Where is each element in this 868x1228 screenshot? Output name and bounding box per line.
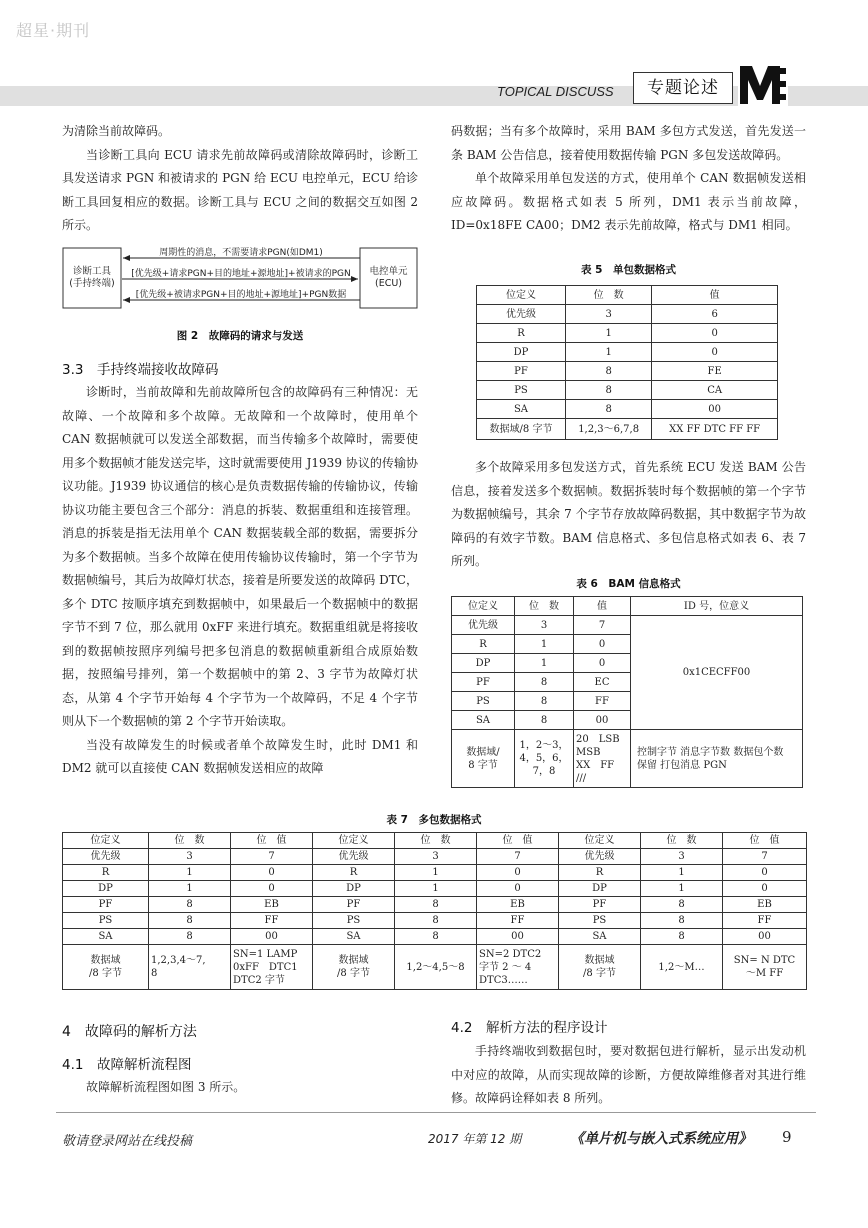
table-cell: 00 (723, 929, 807, 945)
cell-line: 4，5，6， (519, 753, 569, 764)
section-3-3-heading: 3.3 手持终端接收故障码 (62, 362, 219, 378)
box-label: 诊断工具 (72, 266, 111, 277)
topical-discuss-label: TOPICAL DISCUSS (497, 84, 614, 99)
table-cell (313, 945, 395, 990)
section-4-2-heading: 4.2 解析方法的程序设计 (451, 1020, 608, 1036)
table-5-caption: 表 5 单包数据格式 (581, 264, 676, 276)
right-paragraph-1: 码数据；当有多个故障时，采用 BAM 多包方式发送，首先发送一条 BAM 公告信息，接着使用数据传输 PGN 多包发送故障码。 (451, 124, 806, 162)
cell-line: /8 字节 (89, 968, 122, 979)
table-header: 位定义 (63, 833, 149, 849)
left-paragraph-3: 诊断时，当前故障和先前故障所包含的故障码有三种情况：无故障、一个故障和多个故障。无故障和一个故障时，使用单个 CAN 数据帧就可以发送全部数据，而当传输多个故障时，需要使用多个数据帧才能发送完毕，这时就需要使用 J1939 协议的传输协议功能。J1939 协议通信的核心是负责数据传输的传输协议，传输协议功能主要包含三个部分：消息的拆装、数据重组和连接管理。消息的拆装是指无法用单个 CAN 数据装载全部的数据，需要拆分为多个数据帧。当多个故障在使用传输协议传输时，第一个字节为数据帧编号，其后为故障灯状态，接着是所要发送的故障码 DTC，多个 DTC 按顺序填充到数据帧中，如果最后一个数据帧中的数据字节不到 7 位，那么就用 0xFF 来进行填充。数据重组就是将接收到的数据帧按照序列编号把多包消息的数据帧重新组合成原始数据，按照编号排列，第一个数据帧中的第 2、3 字节为故障灯状态，从第 4 个字节开始每 4 个字节为一个故障码，不足 4 个字节则从下一个数据帧的第 2 个字节开始读取。 (62, 385, 418, 728)
right-column-middle (451, 456, 806, 574)
table-cell: 8 (565, 400, 651, 419)
cell-line: 数据域 (584, 955, 615, 966)
table-7-caption: 表 7 多包数据格式 (386, 814, 482, 826)
table-cell: 00 (231, 929, 313, 945)
table-cell: 8 (149, 929, 231, 945)
cell-line: /8 字节 (583, 968, 616, 979)
table-cell: R (559, 865, 641, 881)
table-cell: 1,2,3～6,7,8 (565, 419, 651, 440)
cell-line: 8 字节 (468, 759, 498, 771)
arrow-label-1: 周期性的消息，不需要请求PGN(如DM1) (159, 248, 323, 258)
table-header: 值 (574, 597, 631, 616)
table-cell: PS (63, 913, 149, 929)
table-cell (515, 730, 574, 788)
section-4-1-body (62, 1076, 418, 1100)
table-cell: DP (313, 881, 395, 897)
table-cell-id: 0x1CECFF00 (631, 616, 803, 730)
table-header: 位定义 (313, 833, 395, 849)
left-column (62, 120, 418, 238)
table-cell (574, 730, 631, 788)
table-cell: EB (477, 897, 559, 913)
table-cell: SA (313, 929, 395, 945)
table-cell: R (313, 865, 395, 881)
table-cell: 3 (641, 849, 723, 865)
table-cell: 0 (477, 881, 559, 897)
table-cell: 8 (565, 362, 651, 381)
table-cell: 00 (477, 929, 559, 945)
cell-line: XX FF (576, 759, 615, 771)
cell-line: 数据域 (90, 955, 121, 966)
table-cell: PF (313, 897, 395, 913)
table-cell: FF (574, 692, 631, 711)
table-header: 位定义 (477, 286, 566, 305)
table-cell: SA (559, 929, 641, 945)
footer-submit-note: 敬请登录网站在线投稿 (62, 1134, 193, 1149)
watermark-logo: 超星·期刊 (16, 21, 91, 40)
table-6 (451, 596, 803, 788)
right-paragraph-2: 单个故障采用单包发送的方式，使用单个 CAN 数据帧发送相应故障码。数据格式如表 5 所列，DM1 表示当前故障，ID=0x18FE CA00；DM2 表示先前故障，格式与 DM1 相同。 (451, 171, 806, 232)
table-cell: 8 (149, 897, 231, 913)
table-cell: 3 (515, 616, 574, 635)
table-cell: 优先级 (559, 849, 641, 865)
table-cell: 1 (565, 343, 651, 362)
paragraph-4-1: 故障解析流程图如图 3 所示。 (86, 1080, 246, 1094)
box-label: (ECU) (374, 278, 402, 289)
table-cell: EB (231, 897, 313, 913)
cell-line: 1,2～4,5～8 (406, 961, 465, 973)
footer-issue: 2017 年第 12 期 (428, 1132, 522, 1146)
table-cell (559, 945, 641, 990)
table-cell: R (452, 635, 515, 654)
table-cell: 8 (395, 897, 477, 913)
table-header: 位 数 (395, 833, 477, 849)
table-cell: 8 (515, 711, 574, 730)
section-4-1-heading: 4.1 故障解析流程图 (62, 1057, 192, 1073)
cell-line: 8 (151, 968, 158, 979)
table-cell: PF (559, 897, 641, 913)
table-header: 值 (652, 286, 778, 305)
cell-line: MSB (576, 746, 601, 758)
table-cell: 8 (565, 381, 651, 400)
table-cell: 0 (574, 635, 631, 654)
footer-journal-name: 《单片机与嵌入式系统应用》 (570, 1131, 752, 1147)
table-cell: CA (652, 381, 778, 400)
box-label: (手持终端) (69, 278, 115, 289)
table-cell: FF (231, 913, 313, 929)
table-cell: 1 (515, 635, 574, 654)
table-cell: 3 (565, 305, 651, 324)
table-cell: 6 (652, 305, 778, 324)
table-cell: 8 (515, 673, 574, 692)
table-header: 位定义 (452, 597, 515, 616)
table-cell: 00 (652, 400, 778, 419)
table-cell: 1 (641, 865, 723, 881)
table-7 (62, 832, 807, 990)
cell-line: /8 字节 (337, 968, 370, 979)
cell-line: SN=1 LAMP (233, 948, 298, 960)
cell-line: 7，8 (532, 766, 556, 777)
cell-line: SN= N DTC (733, 955, 796, 966)
paragraph-4-2: 手持终端收到数据包时，要对数据包进行解析，显示出发动机中对应的故障，从而实现故障的诊断，方便故障维修者对其进行维修。故障码诠释如表 8 所列。 (451, 1044, 806, 1105)
table-cell: PS (313, 913, 395, 929)
table-cell: 8 (641, 929, 723, 945)
table-cell: 0 (477, 865, 559, 881)
table-cell: 8 (395, 913, 477, 929)
table-header: 位定义 (559, 833, 641, 849)
box-label: 电控单元 (369, 266, 408, 277)
table-cell: 优先级 (452, 616, 515, 635)
table-cell (63, 945, 149, 990)
table-5 (476, 285, 778, 440)
table-cell: 8 (395, 929, 477, 945)
left-paragraph-4: 当没有故障发生的时候或者单个故障发生时，此时 DM1 和 DM2 就可以直接使 CAN 数据帧发送相应的故障 (62, 737, 418, 775)
table-cell: 1 (515, 654, 574, 673)
table-cell: PF (452, 673, 515, 692)
cell-line: 控制字节 消息字节数 数据包个数 (637, 746, 784, 758)
cell-line: ～M FF (745, 968, 784, 979)
cell-line: DTC2 字节 (233, 974, 285, 986)
table-cell: 数据域/8 字节 (477, 419, 566, 440)
table-cell (641, 945, 723, 990)
table-cell: 0 (231, 865, 313, 881)
table-cell: 7 (574, 616, 631, 635)
table-cell: PS (452, 692, 515, 711)
table-cell: 8 (641, 897, 723, 913)
table-cell: PS (559, 913, 641, 929)
cell-line: 0xFF DTC1 (233, 961, 298, 973)
cell-line: SN=2 DTC2 (479, 948, 542, 960)
table-header: 位 值 (231, 833, 313, 849)
table-cell: 0 (574, 654, 631, 673)
table-cell (631, 730, 803, 788)
table-cell (149, 945, 231, 990)
arrow-label-2: [优先级+请求PGN+目的地址+源地址]+被请求的PGN (131, 269, 351, 279)
table-header: 位 数 (515, 597, 574, 616)
table-cell (231, 945, 313, 990)
table-cell: 00 (574, 711, 631, 730)
table-cell: EB (723, 897, 807, 913)
table-cell: 1 (395, 865, 477, 881)
table-cell: 8 (149, 913, 231, 929)
table-cell (723, 945, 807, 990)
table-header: 位 数 (641, 833, 723, 849)
table-cell: 0 (231, 881, 313, 897)
cell-line: /// (576, 772, 587, 784)
table-cell: SA (63, 929, 149, 945)
table-cell: R (63, 865, 149, 881)
table-cell (452, 730, 515, 788)
cell-line: DTC3…… (479, 974, 528, 986)
table-cell: 0 (723, 881, 807, 897)
cell-line: 数据域 (338, 955, 369, 966)
table-header: 位 数 (149, 833, 231, 849)
journal-logo-icon (738, 62, 788, 106)
cell-line: 1，2～3， (519, 740, 569, 751)
right-column (451, 120, 806, 238)
table-cell: SA (477, 400, 566, 419)
section-4-2-body (451, 1040, 806, 1111)
left-column-body (62, 381, 418, 781)
table-header: 位 值 (723, 833, 807, 849)
table-cell: PF (477, 362, 566, 381)
cell-line: 保留 打包消息 PGN (637, 759, 727, 771)
section-title-box: 专题论述 (633, 72, 733, 104)
page-number: 9 (782, 1128, 792, 1146)
table-cell: 3 (149, 849, 231, 865)
table-cell: 1 (149, 881, 231, 897)
table-cell (395, 945, 477, 990)
table-cell: 8 (641, 913, 723, 929)
table-cell: FF (723, 913, 807, 929)
table-cell: 7 (723, 849, 807, 865)
ecu-box (360, 266, 417, 290)
table-cell: DP (63, 881, 149, 897)
right-paragraph-3: 多个故障采用多包发送方式，首先系统 ECU 发送 BAM 公告信息，接着发送多个数据帧。数据拆装时每个数据帧的第一个字节为数据帧编号，其余 7 个字节存放故障码数据，其中数据字节为故障码的有效字节数。BAM 信息格式、多包信息格式如表 6、表 7 所列。 (451, 460, 806, 568)
table-cell: 优先级 (477, 305, 566, 324)
table-cell: 0 (652, 343, 778, 362)
table-cell: XX FF DTC FF FF (652, 419, 778, 440)
table-cell (477, 945, 559, 990)
table-cell: DP (477, 343, 566, 362)
table-cell: 8 (515, 692, 574, 711)
table-cell: 1 (395, 881, 477, 897)
table-cell: DP (452, 654, 515, 673)
table-6-caption: 表 6 BAM 信息格式 (576, 578, 681, 590)
cell-line: 字节 2 ～ 4 (479, 961, 532, 973)
table-cell: DP (559, 881, 641, 897)
table-cell: 0 (723, 865, 807, 881)
table-cell: EC (574, 673, 631, 692)
table-cell: FE (652, 362, 778, 381)
table-cell: PF (63, 897, 149, 913)
cell-line: 1,2,3,4～7, (151, 955, 206, 966)
table-cell: 优先级 (63, 849, 149, 865)
table-cell: R (477, 324, 566, 343)
table-cell: 1 (565, 324, 651, 343)
table-cell: PS (477, 381, 566, 400)
table-cell: SA (452, 711, 515, 730)
table-cell: 优先级 (313, 849, 395, 865)
table-cell: 1 (149, 865, 231, 881)
table-header: ID 号，位意义 (631, 597, 803, 616)
footer-divider (56, 1112, 816, 1113)
diagnostic-tool-box (63, 266, 121, 290)
cell-line: 20 LSB (576, 733, 620, 745)
cell-line: 数据域/ (466, 746, 500, 758)
figure-2-caption: 图 2 故障码的请求与发送 (176, 330, 304, 342)
table-cell: 3 (395, 849, 477, 865)
table-header: 位 数 (565, 286, 651, 305)
cell-line: 1,2～M… (658, 961, 705, 973)
table-cell: 7 (477, 849, 559, 865)
section-4-heading: 4 故障码的解析方法 (62, 1024, 197, 1040)
table-cell: 7 (231, 849, 313, 865)
arrow-label-3: [优先级+被请求PGN+目的地址+源地址]+PGN数据 (135, 290, 347, 300)
table-header: 位 值 (477, 833, 559, 849)
table-cell: 0 (652, 324, 778, 343)
left-paragraph-1: 为清除当前故障码。 (62, 124, 171, 138)
table-cell: FF (477, 913, 559, 929)
left-paragraph-2: 当诊断工具向 ECU 请求先前故障码或清除故障码时，诊断工具发送请求 PGN 和被请求的 PGN 给 ECU 电控单元，ECU 给诊断工具回复相应的数据。诊断工具与 ECU 之间的数据交互如图 2 所示。 (62, 147, 418, 232)
table-cell: 1 (641, 881, 723, 897)
